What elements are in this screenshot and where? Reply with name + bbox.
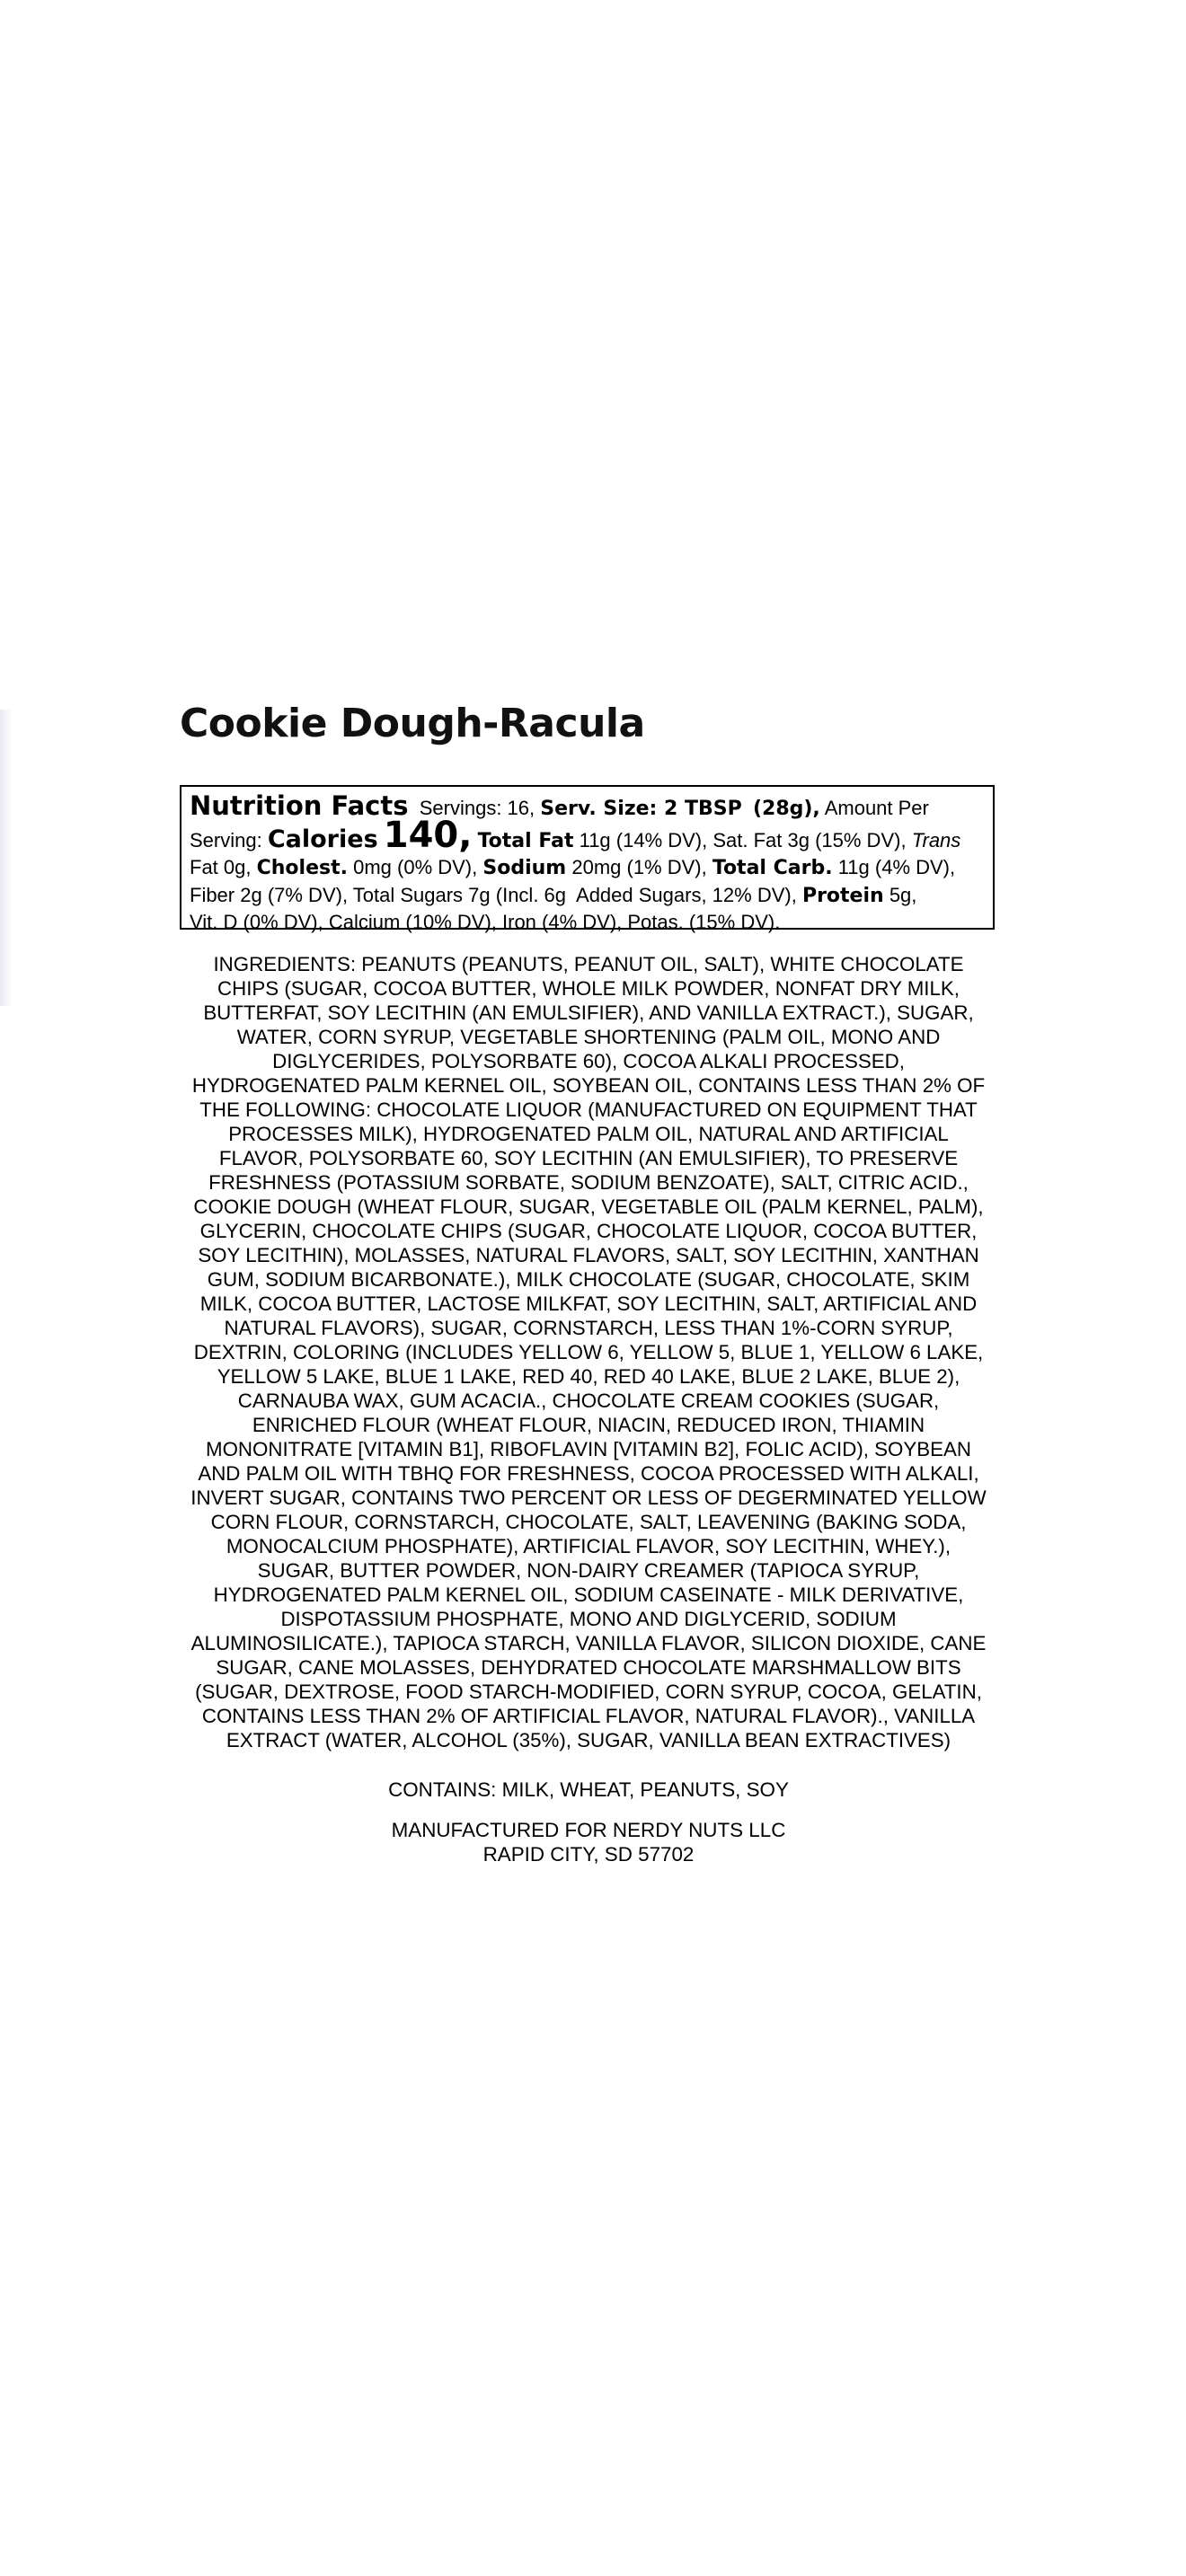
vitamins-minerals: Vit. D (0% DV), Calcium (10% DV), Iron (4% DV), Potas. (15% DV). [190, 911, 781, 933]
ingredients-line: SUGAR, BUTTER POWDER, NON-DAIRY CREAMER (TAPIOCA SYRUP, [257, 1559, 920, 1582]
serving-size-value: (28g), [752, 798, 820, 820]
left-edge-shadow [0, 710, 13, 1006]
sodium-value: 20mg (1% DV), [571, 856, 707, 878]
manufacturer-name: MANUFACTURED FOR NERDY NUTS LLC [391, 1819, 786, 1841]
ingredients-line: BUTTERFAT, SOY LECITHIN (AN EMULSIFIER), AND VANILLA EXTRACT.), SUGAR, [203, 1001, 974, 1024]
ingredients-text [180, 952, 997, 1752]
ingredients-line: INVERT SUGAR, CONTAINS TWO PERCENT OR LESS OF DEGERMINATED YELLOW [190, 1486, 987, 1509]
ingredients-line: MILK, COCOA BUTTER, LACTOSE MILKFAT, SOY LECITHIN, SALT, ARTIFICIAL AND [199, 1292, 978, 1315]
protein-value: 5g, [889, 883, 917, 906]
ingredients-line: CHIPS (SUGAR, COCOA BUTTER, WHOLE MILK POWDER, NONFAT DRY MILK, [217, 977, 960, 1000]
calories-value: 140, [383, 814, 473, 856]
contains-line: CONTAINS: MILK, WHEAT, PEANUTS, SOY [388, 1778, 789, 1801]
fiber-sugars: Fiber 2g (7% DV), Total Sugars 7g (Incl. 6g Added Sugars, 12% DV), [190, 883, 797, 906]
product-title: Cookie Dough-Racula [180, 701, 645, 746]
ingredients-line: THE FOLLOWING: CHOCOLATE LIQUOR (MANUFACTURED ON EQUIPMENT THAT [199, 1098, 978, 1121]
nutrition-line-4 [190, 882, 986, 910]
sodium-label: Sodium [482, 857, 567, 879]
nutrition-line-1 [190, 790, 986, 823]
total-fat-value: 11g (14% DV), Sat. Fat 3g (15% DV), [579, 828, 907, 851]
protein-label: Protein [801, 884, 884, 907]
ingredients-line: WATER, CORN SYRUP, VEGETABLE SHORTENING (PALM OIL, MONO AND [236, 1026, 941, 1048]
ingredients-line: ENRICHED FLOUR (WHEAT FLOUR, NIACIN, REDUCED IRON, THIAMIN [252, 1414, 925, 1436]
ingredients-line: DIGLYCERIDES, POLYSORBATE 60), COCOA ALKALI PROCESSED, [272, 1050, 905, 1072]
ingredients-line: COOKIE DOUGH (WHEAT FLOUR, SUGAR, VEGETABLE OIL (PALM KERNEL, PALM), [193, 1195, 984, 1218]
ingredients-line: (SUGAR, DEXTROSE, FOOD STARCH-MODIFIED, CORN SYRUP, COCOA, GELATIN, [195, 1681, 982, 1703]
ingredients-line: CONTAINS LESS THAN 2% OF ARTIFICIAL FLAVOR, NATURAL FLAVOR)., VANILLA [201, 1705, 976, 1727]
servings: Servings: 16, [419, 797, 535, 819]
nutrition-line-3 [190, 854, 986, 882]
total-carb-value: 11g (4% DV), [837, 856, 956, 878]
ingredients-line: AND PALM OIL WITH TBHQ FOR FRESHNESS, COCOA PROCESSED WITH ALKALI, [198, 1462, 979, 1485]
ingredients-line: INGREDIENTS: PEANUTS (PEANUTS, PEANUT OIL, SALT), WHITE CHOCOLATE [213, 953, 964, 975]
ingredients-line: DEXTRIN, COLORING (INCLUDES YELLOW 6, YELLOW 5, BLUE 1, YELLOW 6 LAKE, [193, 1341, 984, 1363]
ingredients-line: MONOCALCIUM PHOSPHATE), ARTIFICIAL FLAVOR, SOY LECITHIN, WHEY.), [226, 1535, 951, 1557]
ingredients-line: EXTRACT (WATER, ALCOHOL (35%), SUGAR, VANILLA BEAN EXTRACTIVES) [226, 1729, 951, 1751]
ingredients-line: NATURAL FLAVORS), SUGAR, CORNSTARCH, LESS THAN 1%-CORN SYRUP, [224, 1317, 953, 1339]
ingredients-line: CORN FLOUR, CORNSTARCH, CHOCOLATE, SALT, LEAVENING (BAKING SODA, [210, 1511, 967, 1533]
ingredients-line: SOY LECITHIN), MOLASSES, NATURAL FLAVORS, SALT, SOY LECITHIN, XANTHAN [198, 1244, 979, 1266]
serving-label: Serving: [190, 828, 262, 851]
ingredients-line: ALUMINOSILICATE.), TAPIOCA STARCH, VANILLA FLAVOR, SILICON DIOXIDE, CANE [190, 1632, 987, 1654]
nutrition-facts-panel [180, 785, 995, 933]
ingredients-line: HYDROGENATED PALM KERNEL OIL, SOYBEAN OIL, CONTAINS LESS THAN 2% OF [191, 1074, 986, 1097]
serving-size-label: Serv. Size: 2 TBSP [540, 798, 742, 820]
ingredients-line: MONONITRATE [VITAMIN B1], RIBOFLAVIN [VITAMIN B2], FOLIC ACID), SOYBEAN [206, 1438, 971, 1460]
manufacturer-address: RAPID CITY, SD 57702 [482, 1843, 695, 1866]
ingredients-line: PROCESSES MILK), HYDROGENATED PALM OIL, NATURAL AND ARTIFICIAL [228, 1123, 949, 1145]
amount-per: Amount Per [824, 797, 929, 819]
nutrition-facts-heading: Nutrition Facts [190, 790, 409, 821]
calories-label: Calories [267, 825, 378, 853]
total-fat-label: Total Fat [477, 829, 574, 852]
ingredients-line: DISPOTASSIUM PHOSPHATE, MONO AND DIGLYCERID, SODIUM [280, 1608, 897, 1630]
nutrition-line-2 [190, 814, 986, 856]
ingredients-line: FRESHNESS (POTASSIUM SORBATE, SODIUM BENZOATE), SALT, CITRIC ACID., [208, 1171, 969, 1194]
trans-fat-value: Fat 0g, [190, 856, 252, 878]
ingredients-line: GLYCERIN, CHOCOLATE CHIPS (SUGAR, CHOCOLATE LIQUOR, COCOA BUTTER, [199, 1220, 978, 1242]
ingredients-line: GUM, SODIUM BICARBONATE.), MILK CHOCOLATE (SUGAR, CHOCOLATE, SKIM [207, 1268, 970, 1291]
total-carb-label: Total Carb. [712, 857, 833, 879]
manufacturer-info [180, 1818, 997, 1866]
ingredients-line: HYDROGENATED PALM KERNEL OIL, SODIUM CASEINATE - MILK DERIVATIVE, [213, 1584, 964, 1606]
ingredients-line: CARNAUBA WAX, GUM ACACIA., CHOCOLATE CREAM COOKIES (SUGAR, [237, 1389, 940, 1412]
cholesterol-value: 0mg (0% DV), [353, 856, 478, 878]
ingredients-line: FLAVOR, POLYSORBATE 60, SOY LECITHIN (AN EMULSIFIER), TO PRESERVE [218, 1147, 959, 1169]
cholesterol-label: Cholest. [256, 857, 348, 879]
ingredients-line: SUGAR, CANE MOLASSES, DEHYDRATED CHOCOLATE MARSHMALLOW BITS [216, 1656, 961, 1679]
ingredients-line: YELLOW 5 LAKE, BLUE 1 LAKE, RED 40, RED 40 LAKE, BLUE 2 LAKE, BLUE 2), [217, 1365, 960, 1388]
trans-label: Trans [911, 828, 961, 851]
nutrition-line-5 [190, 909, 986, 936]
allergen-statement [180, 1778, 997, 1802]
